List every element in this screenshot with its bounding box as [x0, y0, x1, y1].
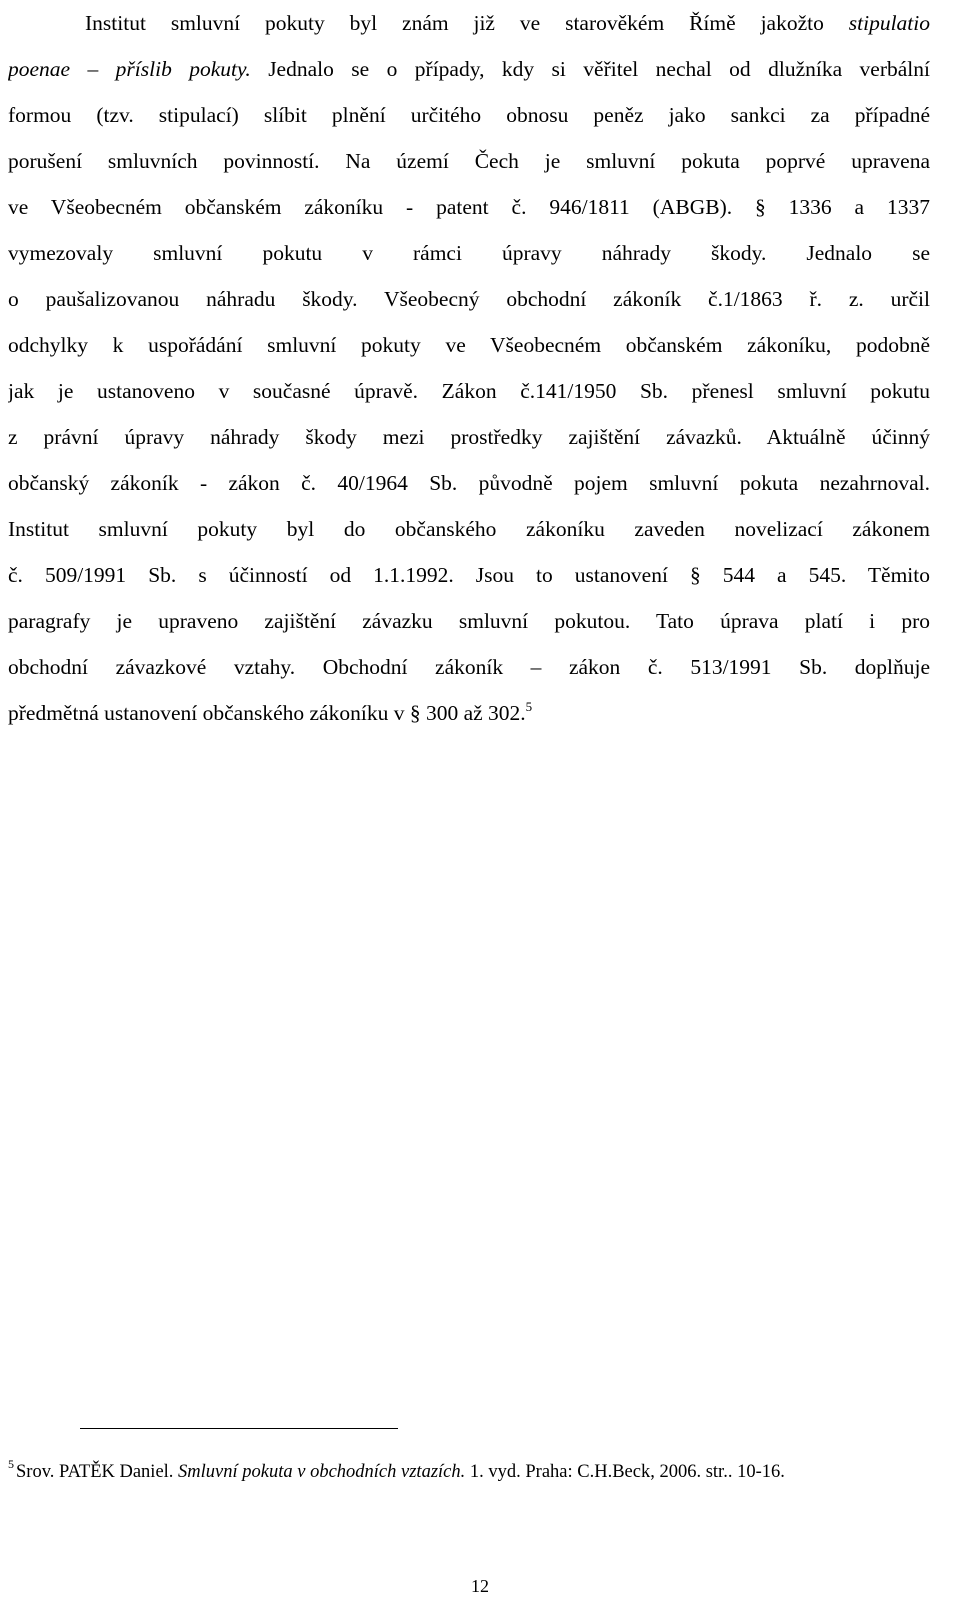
footnote-number: 5	[8, 1457, 14, 1471]
text-line-13: č. 509/1991 Sb. s účinností od 1.1.1992. Jsou to ustanovení § 544 a 545. Těmito	[8, 563, 930, 587]
text-line-2: poenae – příslib pokuty. Jednalo se o případy, kdy si věřitel nechal od dlužníka verbální	[8, 57, 930, 81]
text-line-7: o paušalizovanou náhradu škody. Všeobecný obchodní zákoník č.1/1863 ř. z. určil	[8, 287, 930, 311]
footnote-separator	[80, 1428, 398, 1429]
text-line-3: formou (tzv. stipulací) slíbit plnění určitého obnosu peněz jako sankci za případné	[8, 103, 930, 127]
text-line-4: porušení smluvních povinností. Na území Čech je smluvní pokuta poprvé upravena	[8, 149, 930, 173]
text-line-10: z právní úpravy náhrady škody mezi prostředky zajištění závazků. Aktuálně účinný	[8, 425, 930, 449]
text-line-16: předmětná ustanovení občanského zákoníku v § 300 až 302.$^5$	[8, 699, 533, 725]
footnote	[8, 1457, 933, 1483]
text-line-15: obchodní závazkové vztahy. Obchodní zákoník – zákon č. 513/1991 Sb. doplňuje	[8, 655, 930, 679]
footnote-text-start: Srov. PATĚK Daniel.	[16, 1462, 179, 1482]
text-line-12: Institut smluvní pokuty byl do občanského zákoníku zaveden novelizací zákonem	[8, 517, 930, 541]
footnote-reference[interactable]: 5	[525, 699, 533, 714]
text-line-1: Institut smluvní pokuty byl znám již ve starověkém Římě jakožto stipulatio	[85, 11, 930, 35]
text-line-14: paragrafy je upraveno zajištění závazku smluvní pokutou. Tato úprava platí i pro	[8, 609, 930, 633]
page-number: 12	[471, 1576, 489, 1596]
text-line-6: vymezovaly smluvní pokutu v rámci úpravy náhrady škody. Jednalo se	[8, 241, 930, 265]
text-line-9: jak je ustanoveno v současné úpravě. Zákon č.141/1950 Sb. přenesl smluvní pokutu	[8, 379, 930, 403]
text-line-5: ve Všeobecném občanském zákoníku - patent č. 946/1811 (ABGB). § 1336 a 1337	[8, 195, 930, 219]
text-line-8: odchylky k uspořádání smluvní pokuty ve Všeobecném občanském zákoníku, podobně	[8, 333, 930, 357]
body-paragraph	[8, 0, 930, 736]
footnote-text-end: 1. vyd. Praha: C.H.Beck, 2006. str.. 10-16.	[465, 1462, 785, 1482]
text-line-11: občanský zákoník - zákon č. 40/1964 Sb. původně pojem smluvní pokuta nezahrnoval.	[8, 471, 930, 495]
footnote-title: Smluvní pokuta v obchodních vztazích.	[178, 1462, 466, 1482]
